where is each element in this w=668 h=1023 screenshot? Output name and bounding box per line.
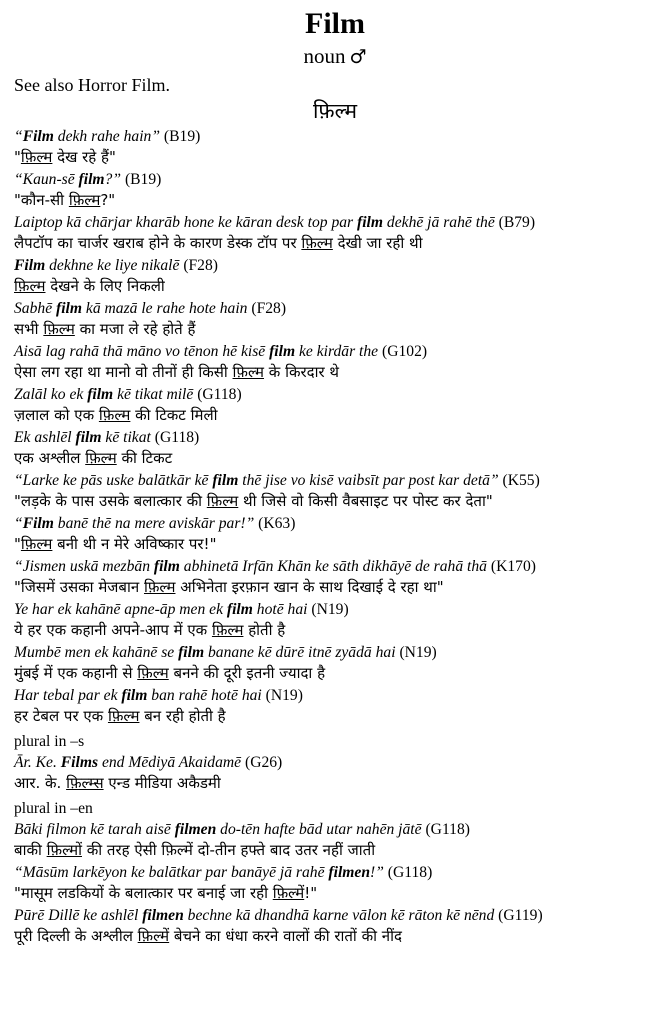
devanagari-keyword: फ़िल्म [20, 535, 53, 553]
devanagari-text: देखने के लिए निकली [45, 277, 165, 295]
devanagari-text: " [14, 148, 21, 166]
example-text: Aisā lag rahā thā māno vo tēnon hē kisē [14, 343, 270, 360]
source-reference: (G118) [425, 821, 470, 838]
devanagari-example [14, 190, 656, 211]
devanagari-text: ज़लाल को एक [14, 406, 99, 424]
source-reference: (B19) [124, 171, 162, 188]
devanagari-text: "लड़के के पास उसके बलात्कार की [14, 492, 207, 510]
devanagari-keyword: फ़िल्में [137, 927, 170, 945]
usage-entry [14, 470, 656, 512]
keyword: film [178, 644, 205, 661]
devanagari-example [14, 491, 656, 512]
keyword: film [226, 601, 253, 618]
devanagari-example [14, 883, 656, 904]
devanagari-example [14, 362, 656, 383]
romanized-example [14, 752, 656, 773]
source-reference: (N19) [265, 687, 303, 704]
romanized-example [14, 685, 656, 706]
pos-label: noun [303, 44, 346, 68]
devanagari-keyword: फ़िल्म [98, 406, 131, 424]
example-text: thē jise vo kisē vaibsīt par post kar detā” [238, 472, 499, 489]
devanagari-example [14, 773, 656, 794]
example-text: hotē hai [252, 601, 308, 618]
keyword: Films [60, 754, 99, 771]
devanagari-text: लैपटॉप का चार्जर खराब होने के कारण डेस्क टॉप पर [14, 234, 302, 252]
example-text: Ek ashlēl [14, 429, 76, 446]
devanagari-text: "जिसमें उसका मेजबान [14, 578, 144, 596]
devanagari-example [14, 840, 656, 861]
romanized-example [14, 819, 656, 840]
source-reference: (N19) [399, 644, 437, 661]
example-text: Ye har ek kahānē apne-āp men ek [14, 601, 227, 618]
romanized-example [14, 169, 656, 190]
romanized-example [14, 556, 656, 577]
male-gender-icon: ♂ [349, 46, 367, 68]
devanagari-text: होती है [243, 621, 286, 639]
devanagari-text: अभिनेता इरफ़ान खान के साथ दिखाई दे रहा था" [175, 578, 444, 596]
devanagari-keyword: फ़िल्म [20, 148, 53, 166]
example-text: Zalāl ko ek [14, 386, 88, 403]
romanized-example [14, 255, 656, 276]
devanagari-text: की तरह ऐसी फ़िल्में दो-तीन हफ्ते बाद उतर नहीं जाती [81, 841, 376, 859]
romanized-example [14, 384, 656, 405]
example-text: Sabhē [14, 300, 57, 317]
usage-entry [14, 212, 656, 254]
devanagari-keyword: फ़िल्म [68, 191, 101, 209]
romanized-example [14, 427, 656, 448]
devanagari-text: !" [304, 884, 318, 902]
devanagari-text: मुंबई में एक कहानी से [14, 664, 138, 682]
example-text: banē thē na mere aviskār par!” [53, 515, 255, 532]
keyword: film [56, 300, 83, 317]
usage-entry [14, 905, 656, 947]
keyword: film [121, 687, 148, 704]
keyword: filmen [142, 907, 184, 924]
devanagari-keyword: फ़िल्म [211, 621, 244, 639]
example-text: “ [14, 515, 23, 532]
keyword: film [75, 429, 102, 446]
devanagari-example [14, 706, 656, 727]
source-reference: (G118) [154, 429, 200, 446]
source-reference: (B19) [163, 128, 201, 145]
example-text: Har tebal par ek [14, 687, 122, 704]
romanized-example [14, 298, 656, 319]
devanagari-keyword: फ़िल्म [14, 277, 46, 295]
devanagari-keyword: फ़िल्म [85, 449, 117, 467]
devanagari-text: देख रहे हैं" [52, 148, 116, 166]
devanagari-text: देखी जा रही थी [332, 234, 423, 252]
devanagari-keyword: फ़िल्म [107, 707, 140, 725]
romanized-example [14, 905, 656, 926]
devanagari-text: का मजा ले रहे होते हैं [74, 320, 196, 338]
devanagari-example [14, 147, 656, 168]
devanagari-text: "मासूम लडकियों के बलात्कार पर बनाई जा रही [14, 884, 273, 902]
usage-entry [14, 642, 656, 684]
keyword: film [269, 343, 296, 360]
devanagari-text: ये हर एक कहानी अपने-आप में एक [14, 621, 212, 639]
devanagari-text: बनी थी न मेरे अविष्कार पर!" [52, 535, 217, 553]
keyword: film [87, 386, 114, 403]
example-text: kē tikat milē [113, 386, 194, 403]
usage-entry [14, 513, 656, 555]
devanagari-text: बाकी [14, 841, 47, 859]
usage-entry [14, 599, 656, 641]
devanagari-example [14, 620, 656, 641]
example-text: “Kaun-sē [14, 171, 79, 188]
devanagari-keyword: फ़िल्म [301, 234, 333, 252]
example-text: dekhē jā rahē thē [383, 214, 495, 231]
usage-entry [14, 819, 656, 861]
example-text: dekhne ke liye nikalē [45, 257, 180, 274]
devanagari-example [14, 534, 656, 555]
usage-entry [14, 255, 656, 297]
usage-entry [14, 126, 656, 168]
devanagari-keyword: फ़िल्म्स [66, 774, 104, 792]
source-reference: (K55) [502, 472, 540, 489]
devanagari-example [14, 276, 656, 297]
devanagari-text: बेचने का धंधा करने वालों की रातों की नींद [169, 927, 402, 945]
devanagari-example [14, 577, 656, 598]
devanagari-text: ऐसा लग रहा था मानो वो तीनों ही किसी [14, 363, 233, 381]
devanagari-text: पूरी दिल्ली के अश्लील [14, 927, 138, 945]
keyword: filmen [174, 821, 217, 838]
devanagari-example [14, 448, 656, 469]
headword: Film [305, 7, 365, 40]
keyword: film [357, 214, 384, 231]
romanized-example [14, 862, 656, 883]
usage-entry [14, 556, 656, 598]
romanized-example [14, 341, 656, 362]
keyword: Film [22, 128, 54, 145]
source-reference: (G119) [498, 907, 543, 924]
romanized-example [14, 642, 656, 663]
source-reference: (G118) [197, 386, 242, 403]
example-text: “Larke ke pās uske balātkār kē [14, 472, 213, 489]
devanagari-text: सभी [14, 320, 44, 338]
example-text: Laiptop kā chārjar kharāb hone ke kāran desk top par [14, 214, 358, 231]
devanagari-text: हर टेबल पर एक [14, 707, 108, 725]
devanagari-example [14, 319, 656, 340]
plural-label: plural in –s [14, 733, 85, 750]
example-text: “Jismen uskā mezbān [14, 558, 154, 575]
example-text: banane kē dūrē itnē zyādā hai [204, 644, 396, 661]
devanagari-text: की टिकट [116, 449, 173, 467]
devanagari-text: थी जिसे वो किसी वैबसाइट पर पोस्ट कर देता" [238, 492, 493, 510]
see-also-note: See also Horror Film. [14, 75, 170, 95]
devanagari-keyword: फ़िल्म [206, 492, 239, 510]
devanagari-keyword: फ़िल्में [272, 884, 305, 902]
devanagari-example [14, 663, 656, 684]
devanagari-example [14, 926, 656, 947]
devanagari-keyword: फ़िल्मों [46, 841, 82, 859]
example-text: end Mēdiyā Akaidamē [98, 754, 242, 771]
example-text: bechne kā dhandhā karne vālon kē rāton kē nēnd [183, 907, 495, 924]
source-reference: (K63) [258, 515, 296, 532]
source-reference: (F28) [183, 257, 218, 274]
romanized-example [14, 470, 656, 491]
example-text: ban rahē hotē hai [147, 687, 262, 704]
devanagari-text: की टिकट मिली [130, 406, 218, 424]
devanagari-text: "कौन-सी [14, 191, 69, 209]
source-reference: (N19) [311, 601, 349, 618]
example-text: !” [370, 864, 384, 881]
source-reference: (K170) [490, 558, 536, 575]
devanagari-keyword: फ़िल्म [232, 363, 265, 381]
keyword: filmen [328, 864, 371, 881]
usage-entry [14, 862, 656, 904]
hindi-headword: फ़िल्म [312, 99, 358, 123]
example-text: “Māsūm larkēyon ke balātkar par banāyē jā rahē [14, 864, 329, 881]
example-text: kē tikat [101, 429, 151, 446]
usage-entry [14, 169, 656, 211]
source-reference: (B79) [498, 214, 536, 231]
example-text: “ [14, 128, 23, 145]
usage-entry [14, 341, 656, 383]
devanagari-text: के किरदार थे [264, 363, 339, 381]
keyword: film [212, 472, 239, 489]
devanagari-example [14, 233, 656, 254]
keyword: film [78, 171, 105, 188]
romanized-example [14, 513, 656, 534]
example-text: Ār. Ke. [14, 754, 61, 771]
keyword: film [153, 558, 180, 575]
plural-label: plural in –en [14, 800, 93, 817]
devanagari-example [14, 405, 656, 426]
example-text: Bāki filmon kē tarah aisē [14, 821, 175, 838]
keyword: Film [14, 257, 46, 274]
devanagari-text: आर. के. [14, 774, 67, 792]
source-reference: (G102) [382, 343, 428, 360]
romanized-example [14, 599, 656, 620]
keyword: Film [22, 515, 54, 532]
devanagari-keyword: फ़िल्म [143, 578, 176, 596]
romanized-example [14, 126, 656, 147]
usage-entry [14, 384, 656, 426]
usage-entry [14, 752, 656, 794]
example-text: do-tēn hafte bād utar nahēn jātē [216, 821, 422, 838]
source-reference: (F28) [251, 300, 287, 317]
example-text: Pūrē Dillē ke ashlēl [14, 907, 143, 924]
devanagari-text: ?" [100, 191, 116, 209]
devanagari-text: बन रही होती है [139, 707, 226, 725]
example-text: Mumbē men ek kahānē se [14, 644, 179, 661]
example-text: abhinetā Irfān Khān ke sāth dikhāyē de rahā thā [179, 558, 487, 575]
entry-list [14, 126, 656, 947]
devanagari-keyword: फ़िल्म [137, 664, 169, 682]
source-reference: (G118) [387, 864, 433, 881]
devanagari-text: बनने की दूरी इतनी ज्यादा है [168, 664, 326, 682]
part-of-speech [14, 43, 656, 70]
usage-entry [14, 685, 656, 727]
devanagari-text: " [14, 535, 21, 553]
romanized-example [14, 212, 656, 233]
devanagari-keyword: फ़िल्म [43, 320, 75, 338]
example-text: kā mazā le rahe hote hain [82, 300, 248, 317]
source-reference: (G26) [245, 754, 283, 771]
example-text: ke kirdār the [295, 343, 379, 360]
usage-entry [14, 427, 656, 469]
devanagari-text: एन्ड मीडिया अकैडमी [103, 774, 221, 792]
example-text: ?” [104, 171, 122, 188]
devanagari-text: एक अश्लील [14, 449, 86, 467]
example-text: dekh rahe hain” [53, 128, 161, 145]
usage-entry [14, 298, 656, 340]
